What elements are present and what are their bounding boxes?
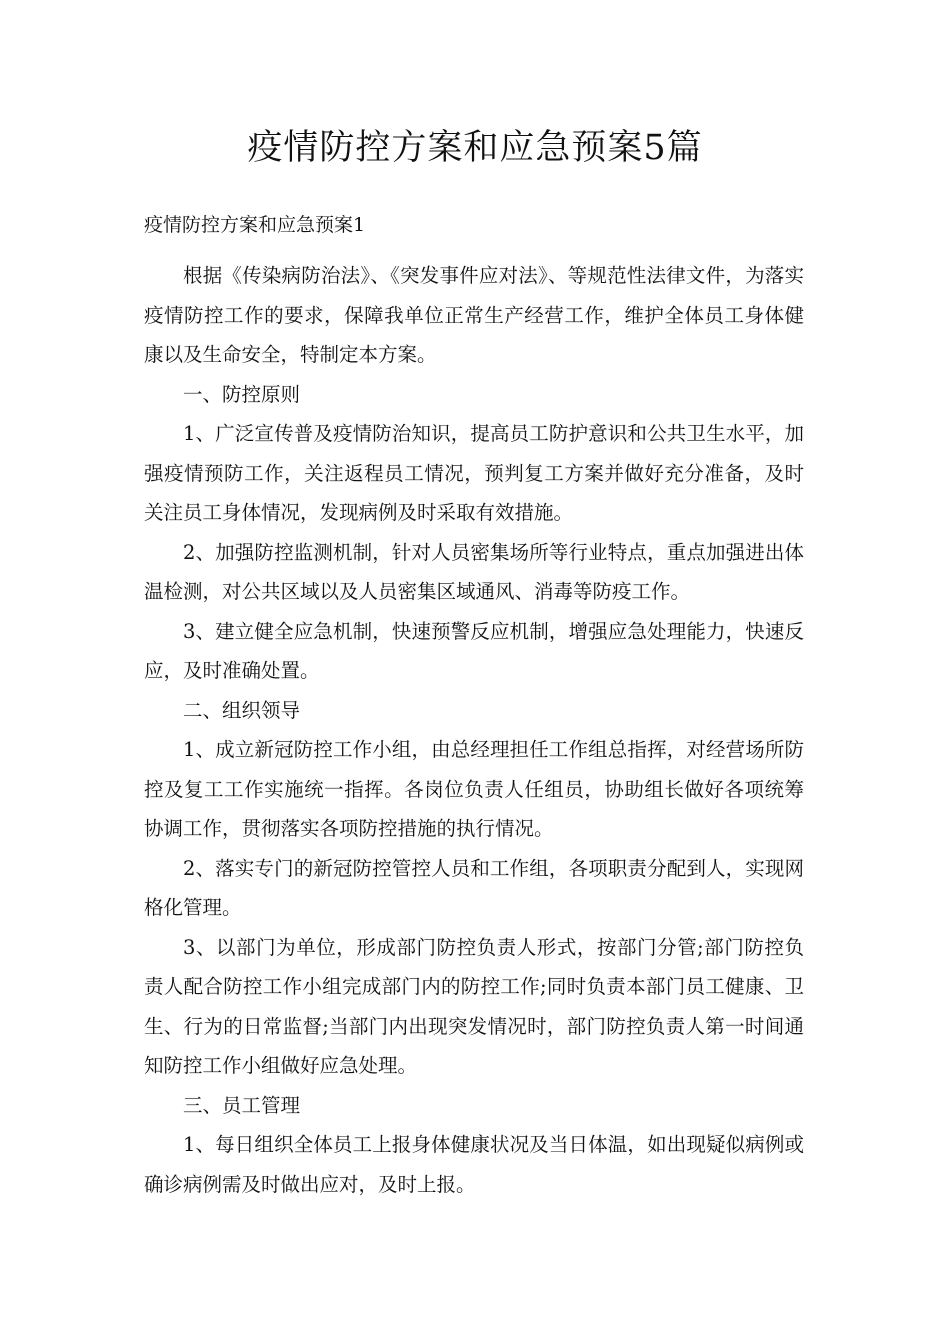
- section-title: 疫情防控方案和应急预案1: [144, 214, 366, 236]
- paragraph-principle-3: 3、建立健全应急机制，快速预警反应机制，增强应急处理能力，快速反应，及时准确处置。: [144, 619, 804, 682]
- paragraph-principle-1: 1、广泛宣传普及疫情防治知识，提高员工防护意识和公共卫生水平，加强疫情预防工作，关注返程员工情况，预判复工方案并做好充分准备，及时关注员工身体情况，发现病例及时采取有效措施。: [144, 422, 804, 524]
- document-title: 疫情防控方案和应急预案5篇: [247, 128, 703, 168]
- paragraph-staff-1: 1、每日组织全体员工上报身体健康状况及当日体温，如出现疑似病例或确诊病例需及时做出应对，及时上报。: [144, 1133, 804, 1196]
- heading-staff-management: 三、员工管理: [183, 1093, 301, 1117]
- heading-prevention-principles: 一、防控原则: [183, 382, 301, 406]
- paragraph-intro: 根据《传染病防治法》、《突发事件应对法》、等规范性法律文件，为落实疫情防控工作的要求，保障我单位正常生产经营工作，维护全体员工身体健康以及生命安全，特制定本方案。: [144, 264, 804, 366]
- paragraph-leadership-3: 3、以部门为单位，形成部门防控负责人形式，按部门分管;部门防控负责人配合防控工作小组完成部门内的防控工作;同时负责本部门员工健康、卫生、行为的日常监督;当部门内出现突发情况时，部门防控负责人第一时间通知防控工作小组做好应急处理。: [144, 935, 804, 1077]
- paragraph-principle-2: 2、加强防控监测机制，针对人员密集场所等行业特点，重点加强进出体温检测，对公共区域以及人员密集区域通风、消毒等防疫工作。: [144, 540, 804, 603]
- paragraph-leadership-2: 2、落实专门的新冠防控管控人员和工作组，各项职责分配到人，实现网格化管理。: [144, 856, 804, 919]
- heading-organization-leadership: 二、组织领导: [183, 698, 301, 722]
- document-body: [144, 256, 804, 1204]
- paragraph-leadership-1: 1、成立新冠防控工作小组，由总经理担任工作组总指挥，对经营场所防控及复工工作实施统一指挥。各岗位负责人任组员，协助组长做好各项统筹协调工作，贯彻落实各项防控措施的执行情况。: [144, 738, 804, 840]
